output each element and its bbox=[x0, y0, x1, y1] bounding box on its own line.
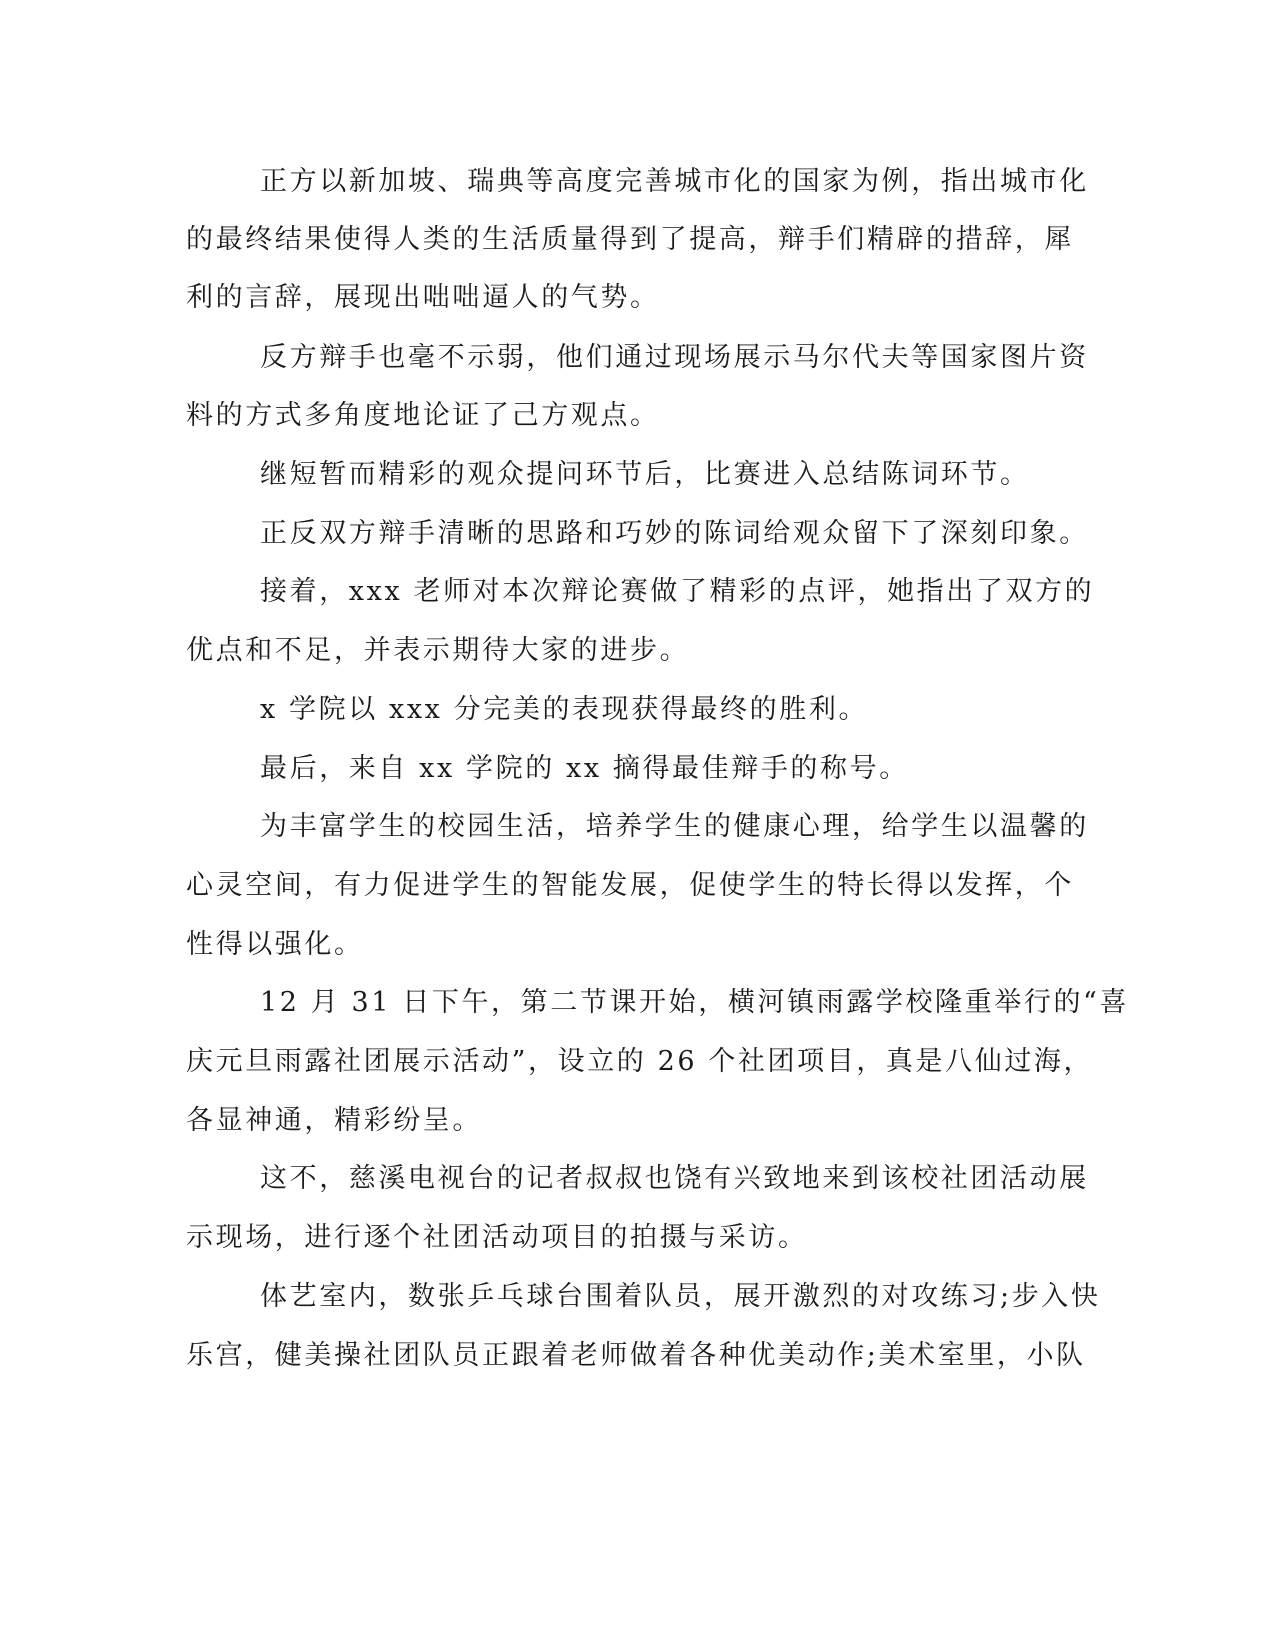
text-line: 的最终结果使得人类的生活质量得到了提高，辩手们精辟的措辞，犀 bbox=[186, 224, 1074, 255]
text-line: 体艺室内，数张乒乓球台围着队员，展开激烈的对攻练习;步入快 bbox=[260, 1281, 1101, 1312]
text-line: x 学院以 xxx 分完美的表现获得最终的胜利。 bbox=[260, 694, 869, 725]
text-line: 12 月 31 日下午，第二节课开始，横河镇雨露学校隆重举行的“喜 bbox=[260, 987, 1130, 1018]
text-line: 利的言辞，展现出咄咄逼人的气势。 bbox=[186, 282, 660, 313]
text-line: 心灵空间，有力促进学生的智能发展，促使学生的特长得以发挥，个 bbox=[186, 870, 1074, 901]
text-line: 乐宫，健美操社团队员正跟着老师做着各种优美动作;美术室里，小队 bbox=[186, 1340, 1086, 1371]
text-line: 正方以新加坡、瑞典等高度完善城市化的国家为例，指出城市化 bbox=[260, 166, 1089, 197]
text-line: 最后，来自 xx 学院的 xx 摘得最佳辩手的称号。 bbox=[260, 753, 909, 784]
text-line: 示现场，进行逐个社团活动项目的拍摄与采访。 bbox=[186, 1222, 808, 1253]
text-line: 反方辩手也毫不示弱，他们通过现场展示马尔代夫等国家图片资 bbox=[260, 342, 1089, 373]
text-line: 各显神通，精彩纷呈。 bbox=[186, 1105, 482, 1136]
text-line: 性得以强化。 bbox=[186, 929, 364, 960]
text-line: 接着，xxx 老师对本次辩论赛做了精彩的点评，她指出了双方的 bbox=[260, 576, 1095, 607]
text-line: 庆元旦雨露社团展示活动”，设立的 26 个社团项目，真是八仙过海， bbox=[186, 1046, 1094, 1077]
text-line: 继短暂而精彩的观众提问环节后，比赛进入总结陈词环节。 bbox=[260, 459, 1030, 490]
text-line: 料的方式多角度地论证了己方观点。 bbox=[186, 400, 660, 431]
text-line: 正反双方辩手清晰的思路和巧妙的陈词给观众留下了深刻印象。 bbox=[260, 518, 1089, 549]
text-line: 为丰富学生的校园生活，培养学生的健康心理，给学生以温馨的 bbox=[260, 811, 1089, 842]
text-line: 这不，慈溪电视台的记者叔叔也饶有兴致地来到该校社团活动展 bbox=[260, 1163, 1089, 1194]
text-line: 优点和不足，并表示期待大家的进步。 bbox=[186, 635, 690, 666]
